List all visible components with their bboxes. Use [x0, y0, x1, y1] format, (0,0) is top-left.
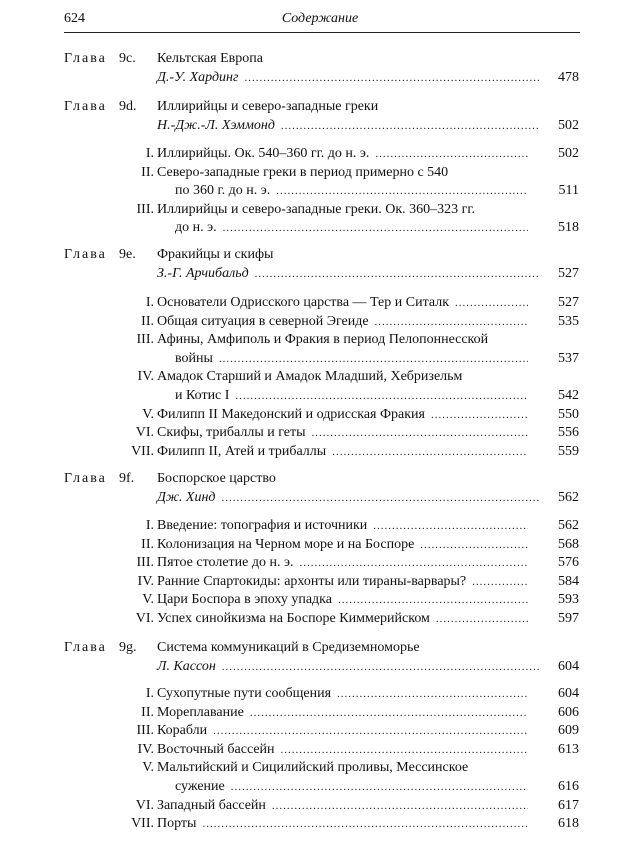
running-title: Содержание [281, 11, 359, 26]
dot-leader [250, 704, 528, 722]
section-title-line: Общая ситуация в северной Эгеиде [157, 313, 369, 329]
chapter-title: Фракийцы и скифы [157, 247, 274, 262]
section-title-line: Основатели Одрисского царства — Тер и Ситалк [157, 295, 450, 310]
section-page-number: 527 [558, 295, 579, 310]
chapter-page-number: 527 [558, 265, 579, 281]
chapter-label: Глава [64, 471, 107, 486]
section-page-number: 559 [558, 443, 579, 459]
section-numeral: VI. [135, 797, 154, 813]
dot-leader [222, 489, 540, 507]
section-page-number: 593 [558, 592, 579, 608]
chapter-page-number: 604 [558, 658, 579, 674]
chapter-number: 9c. [119, 51, 136, 66]
chapter-title: Система коммуникаций в Средиземноморье [157, 640, 420, 655]
section-page-number: 606 [558, 704, 579, 720]
section-title-line: по 360 г. до н. э. [175, 183, 271, 199]
section-title-line: и Котис I [175, 388, 230, 403]
section-numeral: III. [136, 332, 154, 348]
section-title-line: сужение [175, 779, 225, 794]
dot-leader [299, 554, 528, 572]
dot-leader [281, 741, 528, 759]
section-numeral: II. [141, 313, 154, 329]
dot-leader [281, 117, 540, 135]
section-title-line: Афины, Амфиполь и Фракия в период Пелопоннесской [157, 332, 489, 348]
section-title-line: Восточный бассейн [157, 741, 275, 757]
section-page-number: 556 [558, 425, 579, 441]
section-page-number: 613 [558, 741, 579, 757]
section-title-line: Введение: топография и источники [157, 518, 368, 533]
dot-leader [244, 69, 540, 87]
chapter-title: Иллирийцы и северо-западные греки [157, 99, 379, 114]
page-number: 624 [64, 11, 85, 26]
section-title-line: Колонизация на Черном море и на Боспоре [157, 536, 415, 552]
section-numeral: V. [142, 406, 154, 422]
dot-leader [455, 294, 528, 312]
section-numeral: II. [141, 536, 154, 552]
dot-leader [338, 591, 528, 609]
dot-leader [373, 517, 528, 535]
chapter-page-number: 562 [558, 489, 579, 505]
chapter-label: Глава [64, 640, 107, 655]
chapter-author: Л. Кассон [157, 658, 216, 674]
chapter-number: 9g. [119, 640, 137, 655]
section-numeral: I. [145, 518, 154, 533]
chapter-author: З.-Г. Арчибальд [157, 265, 249, 281]
section-page-number: 616 [558, 779, 579, 794]
dot-leader [312, 424, 528, 442]
section-numeral: IV. [137, 369, 154, 385]
section-title-line: Западный бассейн [157, 797, 266, 813]
section-title-line: Порты [157, 816, 197, 832]
section-page-number: 542 [558, 388, 579, 403]
section-title-line: войны [175, 350, 213, 366]
section-page-number: 535 [558, 313, 579, 329]
dot-leader [222, 658, 540, 676]
chapter-number: 9e. [119, 247, 136, 262]
section-title-line: Амадок Старший и Амадок Младший, Хебризельм [157, 369, 463, 385]
section-numeral: II. [141, 164, 154, 180]
section-page-number: 511 [558, 183, 579, 199]
chapter-label: Глава [64, 99, 107, 114]
section-page-number: 576 [558, 555, 579, 571]
dot-leader [337, 685, 528, 703]
section-page-number: 597 [558, 611, 579, 626]
section-numeral: IV. [137, 741, 154, 757]
section-page-number: 518 [558, 220, 579, 236]
section-page-number: 537 [558, 350, 579, 366]
section-numeral: III. [136, 201, 154, 217]
dot-leader [223, 219, 528, 237]
chapter-author: Н.-Дж.-Л. Хэммонд [157, 117, 275, 133]
section-page-number: 502 [558, 146, 579, 161]
dot-leader [235, 387, 528, 405]
section-title-line: Мореплавание [157, 704, 244, 720]
section-numeral: VII. [131, 443, 154, 459]
section-page-number: 584 [558, 573, 579, 589]
dot-leader [420, 536, 528, 554]
section-page-number: 568 [558, 536, 579, 552]
section-title-line: Сухопутные пути сообщения [157, 686, 332, 701]
chapter-number: 9d. [119, 99, 137, 114]
section-title-line: Иллирийцы и северо-западные греки. Ок. 360–323 гг. [157, 201, 476, 217]
section-numeral: III. [136, 555, 154, 571]
dot-leader [213, 722, 528, 740]
section-numeral: V. [142, 592, 154, 608]
section-page-number: 617 [558, 797, 579, 813]
section-title-line: Скифы, трибаллы и геты [157, 425, 306, 441]
dot-leader [375, 145, 528, 163]
section-title-line: до н. э. [175, 220, 217, 236]
section-title-line: Иллирийцы. Ок. 540–360 гг. до н. э. [157, 146, 370, 161]
chapter-page-number: 478 [558, 69, 579, 85]
section-title-line: Филипп II Македонский и одрисская Фракия [157, 406, 425, 422]
dot-leader [436, 610, 528, 628]
chapter-title: Кельтская Европа [157, 51, 263, 66]
chapter-number: 9f. [119, 471, 135, 486]
section-numeral: I. [145, 686, 154, 701]
chapter-author: Дж. Хинд [157, 489, 216, 505]
section-page-number: 609 [558, 723, 579, 739]
section-title-line: Мальтийский и Сицилийский проливы, Мессинское [157, 760, 469, 776]
dot-leader [202, 815, 528, 833]
section-page-number: 604 [558, 686, 579, 701]
dot-leader [332, 443, 528, 461]
section-numeral: VI. [135, 425, 154, 441]
dot-leader [255, 265, 540, 283]
section-numeral: I. [145, 295, 154, 310]
dot-leader [375, 313, 528, 331]
chapter-title: Боспорское царство [157, 471, 276, 486]
chapter-label: Глава [64, 247, 107, 262]
section-title-line: Цари Боспора в эпоху упадка [157, 592, 332, 608]
section-title-line: Филипп II, Атей и трибаллы [157, 443, 327, 459]
section-page-number: 562 [558, 518, 579, 533]
dot-leader [276, 182, 528, 200]
section-title-line: Ранние Спартокиды: архонты или тираны-варвары? [157, 573, 467, 589]
chapter-author: Д.-У. Хардинг [157, 69, 239, 85]
section-numeral: II. [141, 704, 154, 720]
section-title-line: Северо-западные греки в период примерно с 540 [157, 164, 449, 180]
section-page-number: 550 [558, 406, 579, 422]
section-numeral: VI. [135, 611, 154, 626]
section-numeral: V. [142, 760, 154, 776]
dot-leader [431, 406, 528, 424]
chapter-page-number: 502 [558, 117, 579, 133]
section-title-line: Успех синойкизма на Боспоре Киммерийском [157, 611, 430, 626]
dot-leader [272, 797, 528, 815]
chapter-label: Глава [64, 51, 107, 66]
dot-leader [472, 573, 528, 591]
section-page-number: 618 [558, 816, 579, 832]
section-numeral: III. [136, 723, 154, 739]
section-title-line: Пятое столетие до н. э. [157, 555, 294, 571]
section-numeral: VII. [131, 816, 154, 832]
section-title-line: Корабли [157, 723, 208, 739]
section-numeral: I. [145, 146, 154, 161]
header-rule [64, 32, 580, 33]
dot-leader [231, 778, 528, 796]
section-numeral: IV. [137, 573, 154, 589]
dot-leader [219, 350, 528, 368]
